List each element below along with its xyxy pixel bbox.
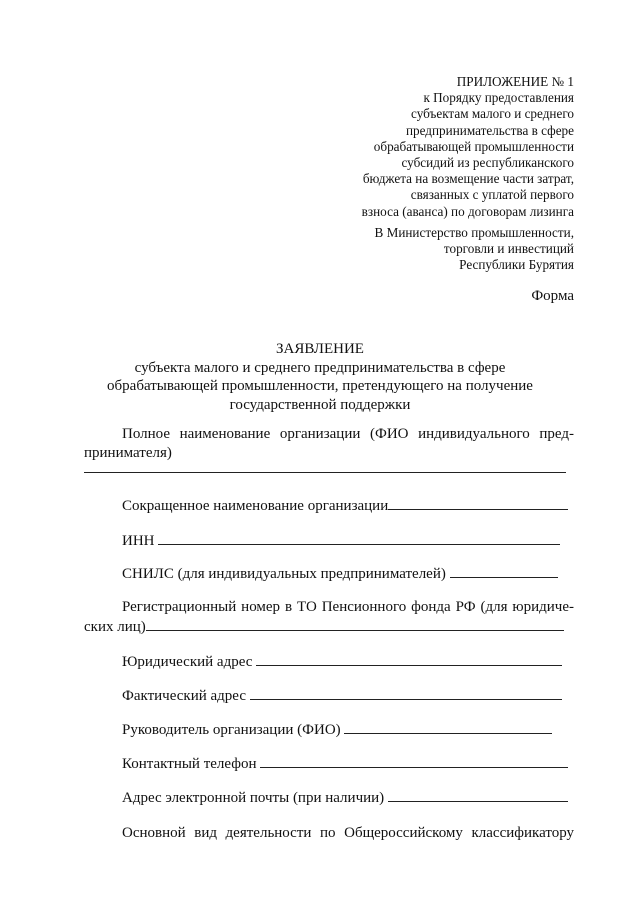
activity-field [84,824,574,843]
full-name-field [84,425,574,463]
snils-label: СНИЛС (для индивидуальных предпринимателей) [122,566,446,582]
addressee-line: В Министерство промышленности, [374,225,574,240]
addressee-line: торговли и инвестиций [443,241,574,257]
title-line: обрабатывающей промышленности, претендующего на получение [107,378,533,394]
reg-number-input-line[interactable] [146,617,564,631]
appendix-line: связанных с уплатой первого [410,187,574,203]
appendix-line: субъектам малого и среднего [411,106,574,122]
phone-field [122,754,574,773]
appendix-line: ПРИЛОЖЕНИЕ № 1 [456,74,574,89]
appendix-line: взноса (аванса) по договорам лизинга [361,203,574,219]
title-line: субъекта малого и среднего предпринимательства в сфере [134,359,506,376]
full-name-label-line2: принимателя) [84,445,172,461]
actual-address-label: Фактический адрес [122,688,246,704]
email-label: Адрес электронной почты (при наличии) [122,790,385,806]
legal-address-field [122,652,574,671]
short-name-label: Сокращенное наименование организации [122,498,389,514]
snils-input-line[interactable] [450,564,558,578]
reg-number-label-line1: Регистрационный номер в ТО Пенсионного фонда РФ (для юридиче- [122,599,574,615]
inn-label: ИНН [122,533,155,549]
title-heading: ЗАЯВЛЕНИЕ [276,341,364,357]
addressee-block [254,225,574,274]
appendix-line: бюджета на возмещение части затрат, [362,171,574,187]
appendix-line: предпринимательства в сфере [405,122,574,138]
form-label: Форма [531,288,574,304]
email-field [122,788,574,807]
appendix-line: субсидий из республиканского [401,155,574,171]
addressee-line: Республики Бурятия [459,257,574,273]
inn-input-line[interactable] [158,531,560,545]
reg-number-label-line2: ских лиц) [84,619,146,635]
appendix-header [254,74,574,220]
legal-address-label: Юридический адрес [122,654,253,670]
head-input-line[interactable] [344,720,552,734]
activity-label-line1: Основной вид деятельности по Общероссийскому классификатору [122,825,574,841]
reg-number-field [84,598,574,637]
full-name-label-line1: Полное наименование организации (ФИО индивидуального пред- [122,426,574,442]
appendix-line: к Порядку предоставления [423,90,574,106]
email-input-line[interactable] [388,788,568,802]
short-name-field [122,496,574,515]
snils-field [122,564,574,583]
head-label: Руководитель организации (ФИО) [122,722,341,738]
actual-address-field [122,686,574,705]
actual-address-input-line[interactable] [250,686,562,700]
document-title [66,340,574,414]
head-field [122,720,574,739]
legal-address-input-line[interactable] [256,652,562,666]
inn-field [122,531,574,550]
phone-input-line[interactable] [260,754,568,768]
appendix-line: обрабатывающей промышленности [373,138,574,154]
title-line: государственной поддержки [229,396,411,413]
full-name-input-line[interactable] [84,472,566,473]
short-name-input-line[interactable] [388,496,568,510]
phone-label: Контактный телефон [122,756,257,772]
